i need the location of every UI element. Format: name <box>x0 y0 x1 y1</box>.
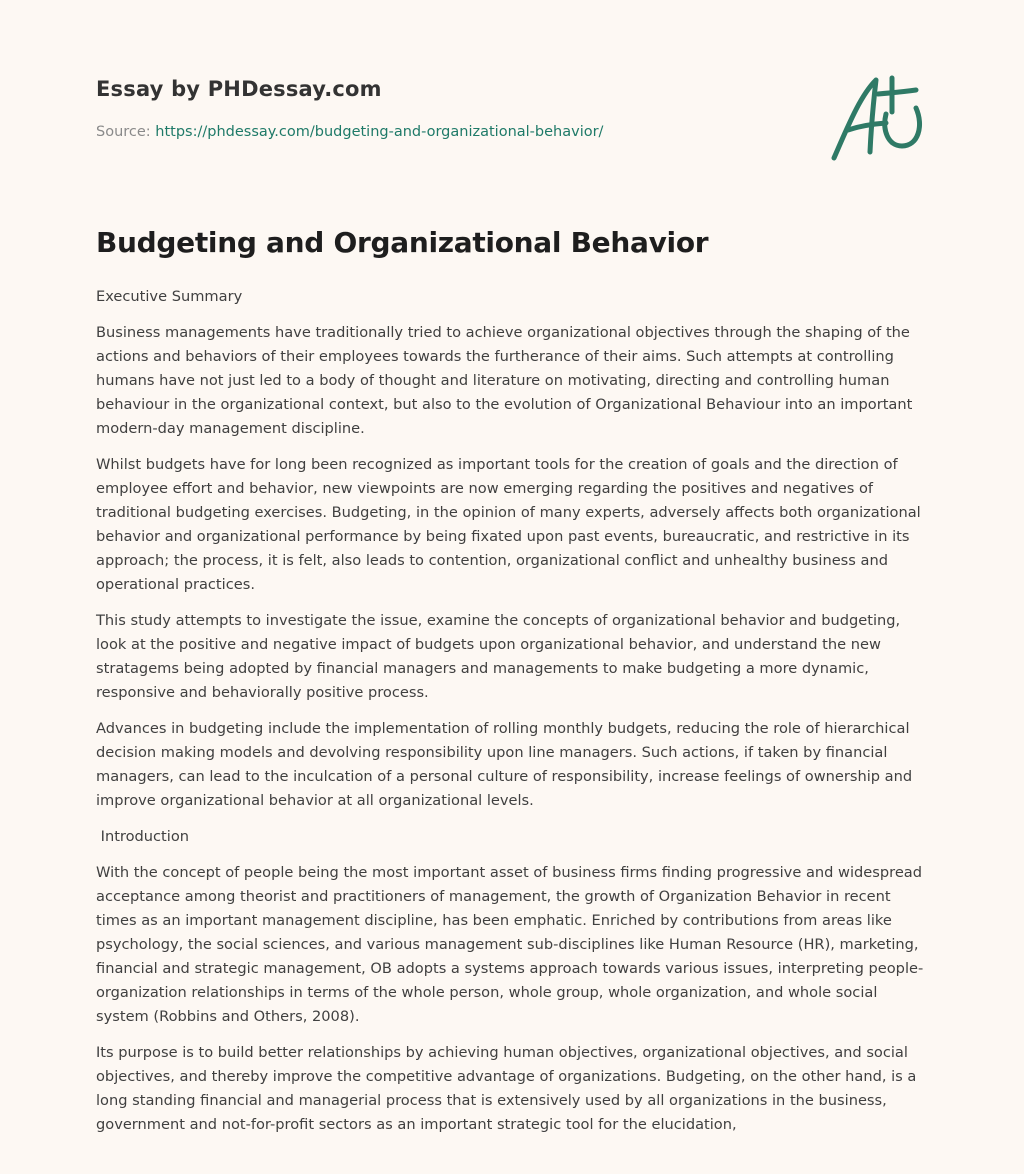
paragraph: Its purpose is to build better relationships by achieving human objectives, organizational objectives, and social objectives, and thereby improve the competitive advantage of organizations. Budgeting, on the other hand, is a long standing financial and managerial process that is extensively used by all organizations in the business, government and not-for-profit sectors as an important strategic tool for the elucidation, <box>96 1044 917 1133</box>
paragraph: Advances in budgeting include the implementation of rolling monthly budgets, reducing the role of hierarchical decision making models and devolving responsibility upon line managers. Such actions, if taken by financial managers, can lead to the inculcation of a personal culture of responsibility, increase feelings of ownership and improve organizational behavior at all organizational levels. <box>96 720 913 809</box>
source-label: Source: <box>96 124 156 140</box>
paragraph: This study attempts to investigate the issue, examine the concepts of organizational behavior and budgeting, look at the positive and negative impact of budgets upon organizational behavior, and understand the new stratagems being adopted by financial managers and managements to make budgeting a more dynamic, responsive and behaviorally positive process. <box>96 612 901 701</box>
paragraph: Whilst budgets have for long been recognized as important tools for the creation of goals and the direction of employee effort and behavior, new viewpoints are now emerging regarding the positives and negatives of traditional budgeting exercises. Budgeting, in the opinion of many experts, adversely affects both organizational behavior and organizational performance by being fixated upon past events, bureaucratic, and restrictive in its approach; the process, it is felt, also leads to contention, organizational conflict and unhealthy business and operational practices. <box>96 456 921 593</box>
section-heading-executive-summary: Executive Summary <box>96 288 243 305</box>
a-plus-icon <box>826 68 926 166</box>
essay-page <box>96 0 932 1133</box>
paragraph: Business managements have traditionally tried to achieve organizational objectives through the shaping of the actions and behaviors of their employees towards the furtherance of their aims. Such attempts at controlling humans have not just led to a body of thought and literature on motivating, directing and controlling human behaviour in the organizational context, but also to the evolution of Organizational Behaviour into an important modern-day management discipline. <box>96 324 913 437</box>
brand-title: Essay by PHDessay.com <box>96 77 382 101</box>
article-body <box>96 285 932 1149</box>
paragraph: With the concept of people being the most important asset of business firms finding progressive and widespread acceptance among theorist and practitioners of management, the growth of Organization Behavior in recent times as an important management discipline, has been emphatic. Enriched by contributions from areas like psychology, the social sciences, and various management sub-disciplines like Human Resource (HR), marketing, financial and strategic management, OB adopts a systems approach towards various issues, interpreting people-organization relationships in terms of the whole person, whole group, whole organization, and whole social system (Robbins and Others, 2008). <box>96 864 924 1025</box>
source-line <box>96 124 603 140</box>
source-link[interactable]: https://phdessay.com/budgeting-and-organizational-behavior/ <box>155 124 604 140</box>
section-heading-introduction: Introduction <box>96 828 190 845</box>
article-title: Budgeting and Organizational Behavior <box>96 226 709 259</box>
page-header <box>96 0 932 200</box>
